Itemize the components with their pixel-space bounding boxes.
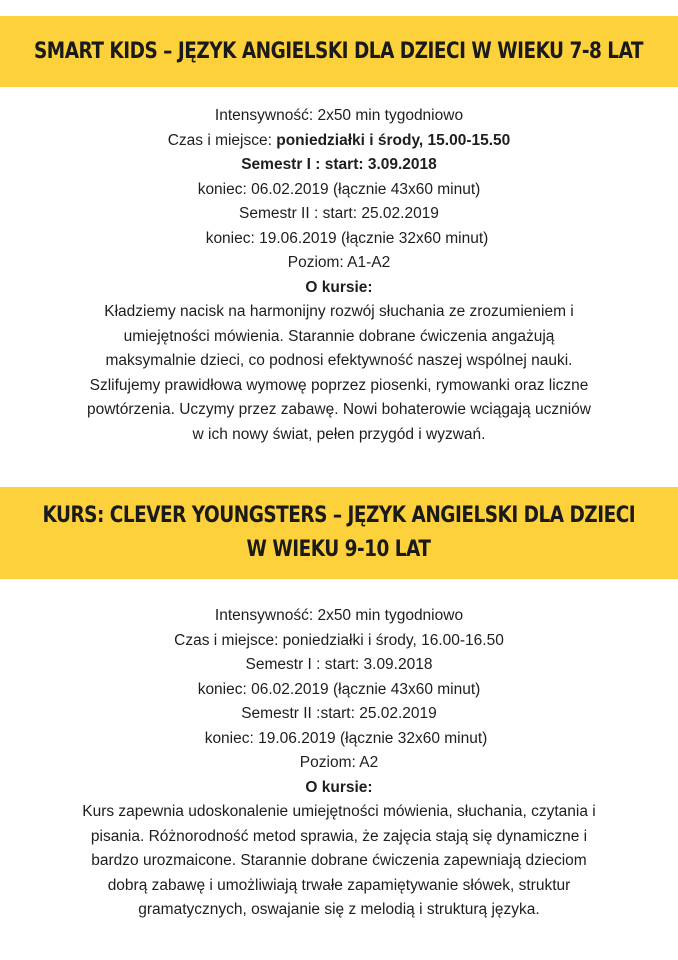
course-2-description-line: dobrą zabawę i umożliwiają trwałe zapamiętywanie słówek, struktur (107, 876, 571, 894)
course-1-banner (0, 16, 678, 87)
course-2-title-line-2: W WIEKU 9-10 LAT (246, 537, 432, 562)
course-1-title: SMART KIDS – JĘZYK ANGIELSKI DLA DZIECI W WIEKU 7-8 LAT (34, 38, 644, 64)
course-2-details (0, 604, 678, 923)
course-2-about-heading: O kursie: (305, 778, 373, 796)
course-2-intensity: Intensywność: 2x50 min tygodniowo (214, 607, 464, 624)
course-1-description-line: umiejętności mówienia. Starannie dobrane ćwiczenia angażują (123, 327, 555, 345)
course-1-schedule-label: Czas i miejsce: (167, 131, 277, 149)
course-2-schedule: Czas i miejsce: poniedziałki i środy, 16.00-16.50 (174, 631, 504, 649)
course-2-description-line: bardzo urozmaicone. Starannie dobrane ćwiczenia zapewniają dzieciom (91, 852, 587, 869)
course-1-schedule-value: poniedziałki i środy, 15.00-15.50 (276, 131, 511, 149)
course-1-semester-1-start: Semestr I : start: 3.09.2018 (241, 156, 437, 173)
course-2-semester-1-end: koniec: 06.02.2019 (łącznie 43x60 minut) (197, 680, 481, 698)
course-1-semester-2-start: Semestr II : start: 25.02.2019 (239, 205, 439, 222)
course-1-level: Poziom: A1-A2 (287, 254, 391, 271)
course-2-banner (0, 487, 678, 579)
course-1-intensity: Intensywność: 2x50 min tygodniowo (214, 107, 464, 124)
course-1-about-heading: O kursie: (305, 278, 373, 296)
course-1-description-line: powtórzenia. Uczymy przez zabawę. Nowi bohaterowie wciągają uczniów (87, 401, 591, 418)
course-1-description-line: maksymalnie dzieci, co podnosi efektywność naszej wspólnej nauki. (105, 352, 573, 369)
course-1-semester-2-end: koniec: 19.06.2019 (łącznie 32x60 minut) (205, 229, 489, 247)
course-2-semester-2-start: Semestr II :start: 25.02.2019 (241, 705, 437, 722)
course-1-semester-1-end: koniec: 06.02.2019 (łącznie 43x60 minut) (197, 180, 481, 198)
course-1-description-line: Kładziemy nacisk na harmonijny rozwój słuchania ze zrozumieniem i (104, 303, 574, 320)
course-2-level: Poziom: A2 (299, 754, 379, 771)
course-2-title-line-1: KURS: CLEVER YOUNGSTERS – JĘZYK ANGIELSKI DLA DZIECI (42, 503, 636, 528)
course-1-description-line: Szlifujemy prawidłowa wymowę poprzez piosenki, rymowanki oraz liczne (89, 376, 589, 394)
course-1-schedule (0, 129, 678, 154)
course-2-semester-2-end: koniec: 19.06.2019 (łącznie 32x60 minut) (204, 729, 488, 747)
course-2-description-line: gramatycznych, oswajanie się z melodią i strukturą języka. (138, 901, 540, 918)
course-1-details (0, 104, 678, 447)
course-2-description-line: Kurs zapewnia udoskonalenie umiejętności mówienia, słuchania, czytania i (82, 803, 596, 820)
course-2-semester-1-start: Semestr I : start: 3.09.2018 (245, 656, 433, 673)
course-1-description-line: w ich nowy świat, pełen przygód i wyzwań. (192, 425, 486, 443)
course-2-description-line: pisania. Różnorodność metod sprawia, że zajęcia stają się dynamiczne i (90, 827, 588, 845)
